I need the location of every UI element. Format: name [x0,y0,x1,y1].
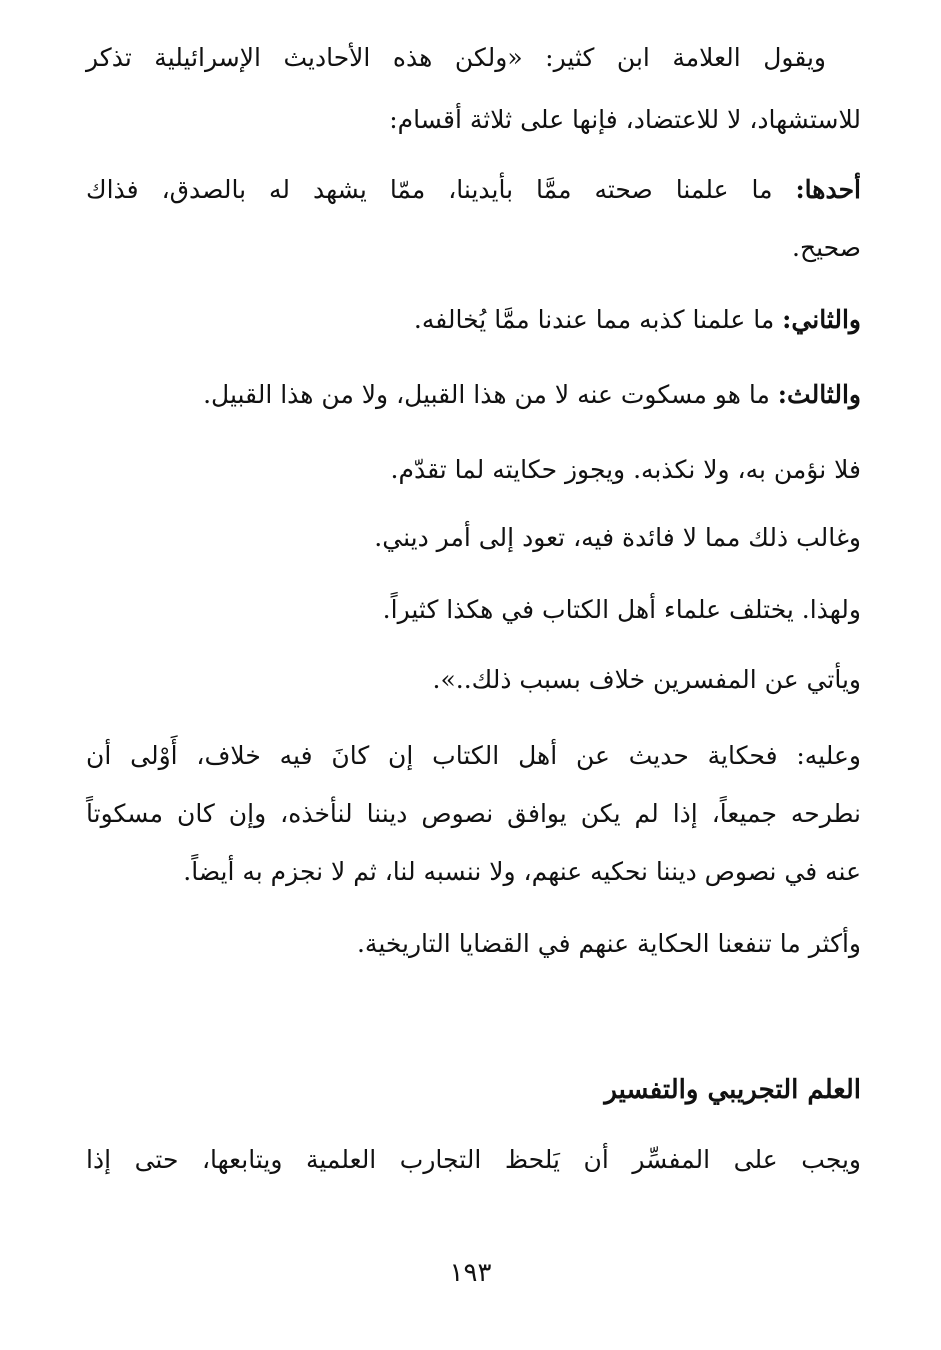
page-number: ١٩٣ [449,1258,492,1288]
line-text: وعليه: فحكاية حديث عن أهل الكتاب إن كانَ فيه خلاف، أَوْلى أن [86,741,861,770]
item-label-first: أحدها: [795,175,861,204]
paragraph-line [86,170,861,210]
paragraph-line [86,794,861,834]
paragraph-line [357,924,861,964]
section-heading: العلم التجريبي والتفسير [604,1075,861,1105]
paragraph-line [203,375,861,415]
line-text: للاستشهاد، لا للاعتضاد، فإنها على ثلاثة أقسام: [389,105,861,134]
paragraph-line [433,660,861,700]
paragraph-line [414,300,861,340]
paragraph-line [383,590,861,630]
line-text: وغالب ذلك مما لا فائدة فيه، تعود إلى أمر ديني. [374,523,861,552]
line-text: نطرحه جميعاً، إذا لم يكن يوافق نصوص ديننا لنأخذه، وإن كان مسكوتاً [86,799,861,828]
line-text: ما علمنا كذبه مما عندنا ممَّا يُخالفه. [413,305,775,334]
item-label-second: والثاني: [782,305,861,334]
paragraph-line [391,450,861,490]
line-text: ما هو مسكوت عنه لا من هذا القبيل، ولا من هذا القبيل. [203,380,770,409]
paragraph-line [374,518,861,558]
line-text: ما علمنا صحته ممَّا بأيدينا، ممّا يشهد له بالصدق، فذاك [86,175,773,204]
paragraph-line [86,1140,861,1180]
item-label-third: والثالث: [777,380,861,409]
line-text: فلا نؤمن به، ولا نكذبه. ويجوز حكايته لما تقدّم. [390,455,861,484]
line-text: وأكثر ما تنفعنا الحكاية عنهم في القضايا التاريخية. [356,929,861,958]
paragraph-line [86,736,861,776]
line-text: ويأتي عن المفسرين خلاف بسبب ذلك..». [432,665,861,694]
paragraph-line [183,852,861,892]
paragraph-line [389,100,861,140]
line-text: ويقول العلامة ابن كثير: «ولكن هذه الأحاديث الإسرائيلية تذكر [86,43,826,72]
line-text: عنه في نصوص ديننا نحكيه عنهم، ولا ننسبه لنا، ثم لا نجزم به أيضاً. [183,857,861,886]
line-text: صحيح. [792,233,861,262]
line-text: ولهذا. يختلف علماء أهل الكتاب في هكذا كثيراً. [382,595,861,624]
paragraph-line [792,228,861,268]
paragraph-line [86,38,826,78]
line-text: ويجب على المفسِّر أن يَلحظ التجارب العلمية ويتابعها، حتى إذا [86,1145,861,1174]
